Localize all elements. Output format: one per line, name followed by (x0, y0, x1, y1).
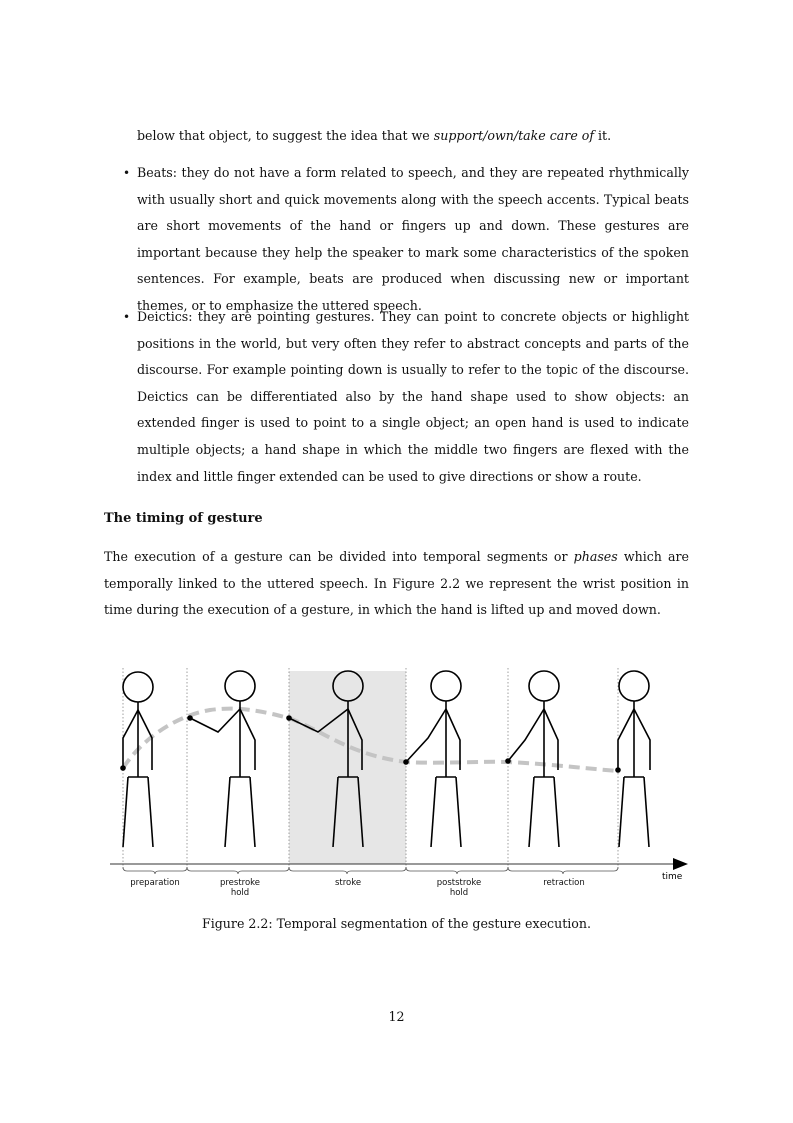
bullet-dot: • (123, 166, 131, 180)
phase-label-prestroke-hold: hold (230, 888, 250, 898)
bullet-dot: • (123, 310, 131, 324)
paragraph-text-post: which are temporally linked to the uttered speech. In Figure 2.2 we represent the wrist position in time during the execution of a gesture, in which the hand is lifted up and moved down. (104, 549, 690, 618)
phase-label-stroke: stroke (334, 878, 362, 888)
continued-text-post: it. (594, 128, 612, 143)
continued-text-pre: below that object, to suggest the idea that we (137, 128, 434, 143)
figure-caption: Figure 2.2: Temporal segmentation of the gesture execution. (201, 916, 591, 931)
phase-label-retraction: retraction (543, 878, 585, 888)
paragraph-text-pre: The execution of a gesture can be divided into temporal segments or (104, 549, 574, 564)
bullet-item-beats (123, 160, 689, 320)
phase-label-poststroke-hold: hold (449, 888, 469, 898)
phase-labels (130, 878, 585, 898)
bullet-text: Deictics: they are pointing gestures. They can point to concrete objects or highlight positions in the world, but very often they refer to abstract concepts and parts of the discourse. For example pointing down is usually to refer to the topic of the discourse. Deictics can be differentiated also by the hand shape used to show objects: an extended finger is used to point to a single object; an open hand is used to indicate multiple objects; a hand shape in which the middle two fingers are flexed with the index and little finger extended can be used to give directions or show a route. (137, 309, 689, 484)
bullet-text: Beats: they do not have a form related to speech, and they are repeated rhythmically with usually short and quick movements along with the speech accents. Typical beats are short movements of the hand or fingers up and down. These gestures are important because they help the speaker to mark some characteristics of the spoken sentences. For example, beats are produced when discussing new or important themes, or to emphasize the uttered speech. (137, 165, 689, 313)
section-title: The timing of gesture (104, 511, 263, 526)
stick-figure-5 (508, 671, 559, 847)
gesture-phase-figure (100, 660, 700, 905)
time-axis-arrow-icon (673, 858, 688, 870)
continued-text-emphasis: support/own/take care of (433, 128, 595, 143)
stick-figure-4 (406, 671, 461, 847)
phase-label-preparation: preparation (130, 878, 180, 888)
stick-figure-2 (190, 671, 255, 847)
stick-figure-6 (618, 671, 650, 847)
bullet-item-deictics (123, 304, 689, 490)
paragraph-text-emphasis: phases (573, 549, 618, 564)
body-paragraph (104, 544, 689, 624)
phase-braces (123, 867, 618, 874)
time-axis-label: time (662, 872, 683, 882)
page-number: 12 (388, 1009, 405, 1024)
continued-paragraph (137, 123, 689, 150)
phase-label-poststroke: poststroke (436, 878, 482, 888)
phase-label-prestroke: prestroke (219, 878, 261, 888)
